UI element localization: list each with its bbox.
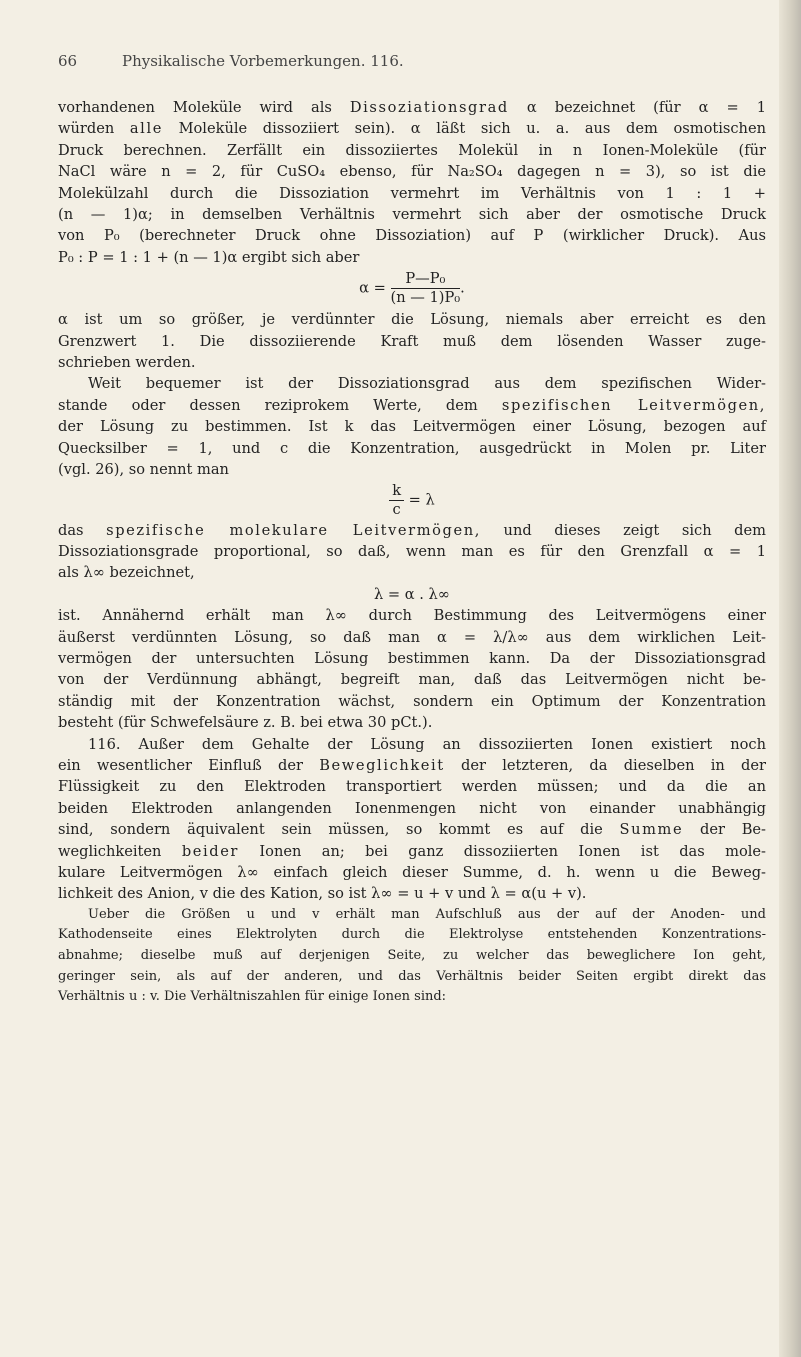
text-line: ist. Annähernd erhält man λ∞ durch Bestimmung des Leitvermögens einer <box>58 607 766 625</box>
text-line: Flüssigkeit zu den Elektroden transportiert werden müssen; und da die an <box>58 778 766 796</box>
text-line: besteht (für Schwefelsäure z. B. bei etwa 30 pCt.). <box>58 714 433 732</box>
text-line: ein wesentlicher Einfluß der Beweglichkeit der letzteren, da dieselben in der <box>58 756 766 774</box>
text-line: von der Verdünnung abhängt, begreift man, daß das Leitvermögen nicht be- <box>58 671 766 689</box>
text-line: vorhandenen Moleküle wird als Dissoziationsgrad α bezeichnet (für α = 1 <box>58 99 766 116</box>
running-title: Physikalische Vorbemerkungen. 116. <box>122 52 404 70</box>
equation-alpha: α = $\frac{\text{P—P₀}}{\text{(n — 1)P₀}}$ . <box>359 270 465 307</box>
text-line: kulare Leitvermögen λ∞ einfach gleich dieser Summe, d. h. wenn u die Beweg- <box>58 864 766 881</box>
small-print-line: geringer sein, als auf der anderen, und das Verhältnis beider Seiten ergibt direkt das <box>58 968 766 984</box>
text-line: Quecksilber = 1, und c die Konzentration, ausgedrückt in Molen pr. Liter <box>58 439 766 457</box>
text-line: der Lösung zu bestimmen. Ist k das Leitvermögen einer Lösung, bezogen auf <box>58 418 766 436</box>
text-line: (n — 1)α; in demselben Verhältnis vermehrt sich aber der osmotische Druck <box>58 206 766 224</box>
text-line: das spezifische molekulare Leitvermögen, und dieses zeigt sich dem <box>58 521 766 539</box>
text-line: Weit bequemer ist der Dissoziationsgrad aus dem spezifischen Wider- <box>88 375 766 393</box>
text-line: äußerst verdünnten Lösung, so daß man α = λ/λ∞ aus dem wirklichen Leit- <box>58 628 766 646</box>
text-line: würden alle Moleküle dissoziiert sein). α läßt sich u. a. aus dem osmotischen <box>58 120 766 138</box>
small-print-line: abnahme; dieselbe muß auf derjenigen Seite, zu welcher das beweglichere Ion geht, <box>58 948 766 963</box>
body-text <box>58 97 766 1008</box>
small-print-line: Kathodenseite eines Elektrolyten durch die Elektrolyse entstehenden Konzentrations- <box>58 927 766 943</box>
text-line: lichkeit des Anion, v die des Kation, so ist λ∞ = u + v und λ = α(u + v). <box>58 885 587 903</box>
small-print-line: Verhältnis u : v. Die Verhältniszahlen für einige Ionen sind: <box>58 989 447 1005</box>
section-116-start: 116. Außer dem Gehalte der Lösung an dissoziierten Ionen existiert noch <box>88 735 766 753</box>
text-line: Dissoziationsgrade proportional, so daß, wenn man es für den Grenzfall α = 1 <box>58 542 766 560</box>
text-line: NaCl wäre n = 2, für CuSO₄ ebenso, für Na₂SO₄ dagegen n = 3), so ist die <box>58 163 766 181</box>
text-line: als λ∞ bezeichnet, <box>58 564 195 582</box>
text-line: weglichkeiten beider Ionen an; bei ganz dissoziierten Ionen ist das mole- <box>58 842 766 860</box>
text-line: α ist um so größer, je verdünnter die Lösung, niemals aber erreicht es den <box>58 311 766 329</box>
equation-lambda-def: $\frac{k}{c}$ = λ <box>58 482 766 519</box>
small-print-line: Ueber die Größen u und v erhält man Aufschluß aus der auf der Anoden- und <box>88 906 766 922</box>
text-line: beiden Elektroden anlangenden Ionenmengen nicht von einander unabhängig <box>58 799 766 817</box>
text-line: stande oder dessen reziprokem Werte, dem spezifischen Leitvermögen, <box>58 396 766 414</box>
text-line: von P₀ (berechneter Druck ohne Dissoziation) auf P (wirklicher Druck). Aus <box>58 227 766 245</box>
text-line: (vgl. 26), so nennt man <box>58 461 229 479</box>
page-edge-shadow <box>779 0 801 1357</box>
text-line: Druck berechnen. Zerfällt ein dissoziiertes Molekül in n Ionen-Moleküle (für <box>58 141 766 159</box>
text-line: ständig mit der Konzentration wächst, sondern ein Optimum der Konzentration <box>58 692 766 710</box>
text-line: vermögen der untersuchten Lösung bestimmen kann. Da der Dissoziationsgrad <box>58 649 766 667</box>
text-line: Grenzwert 1. Die dissoziierende Kraft muß dem lösenden Wasser zuge- <box>58 332 766 350</box>
page-number: 66 <box>58 52 78 70</box>
text-line: Molekülzahl durch die Dissoziation vermehrt im Verhältnis von 1 : 1 + <box>58 184 766 202</box>
text-line: sind, sondern äquivalent sein müssen, so kommt es auf die Summe der Be- <box>58 821 766 839</box>
text-line: P₀ : P = 1 : 1 + (n — 1)α ergibt sich aber <box>58 248 360 266</box>
equation-lambda-alpha: λ = α . λ∞ <box>374 585 450 603</box>
text-line: schrieben werden. <box>58 354 196 372</box>
